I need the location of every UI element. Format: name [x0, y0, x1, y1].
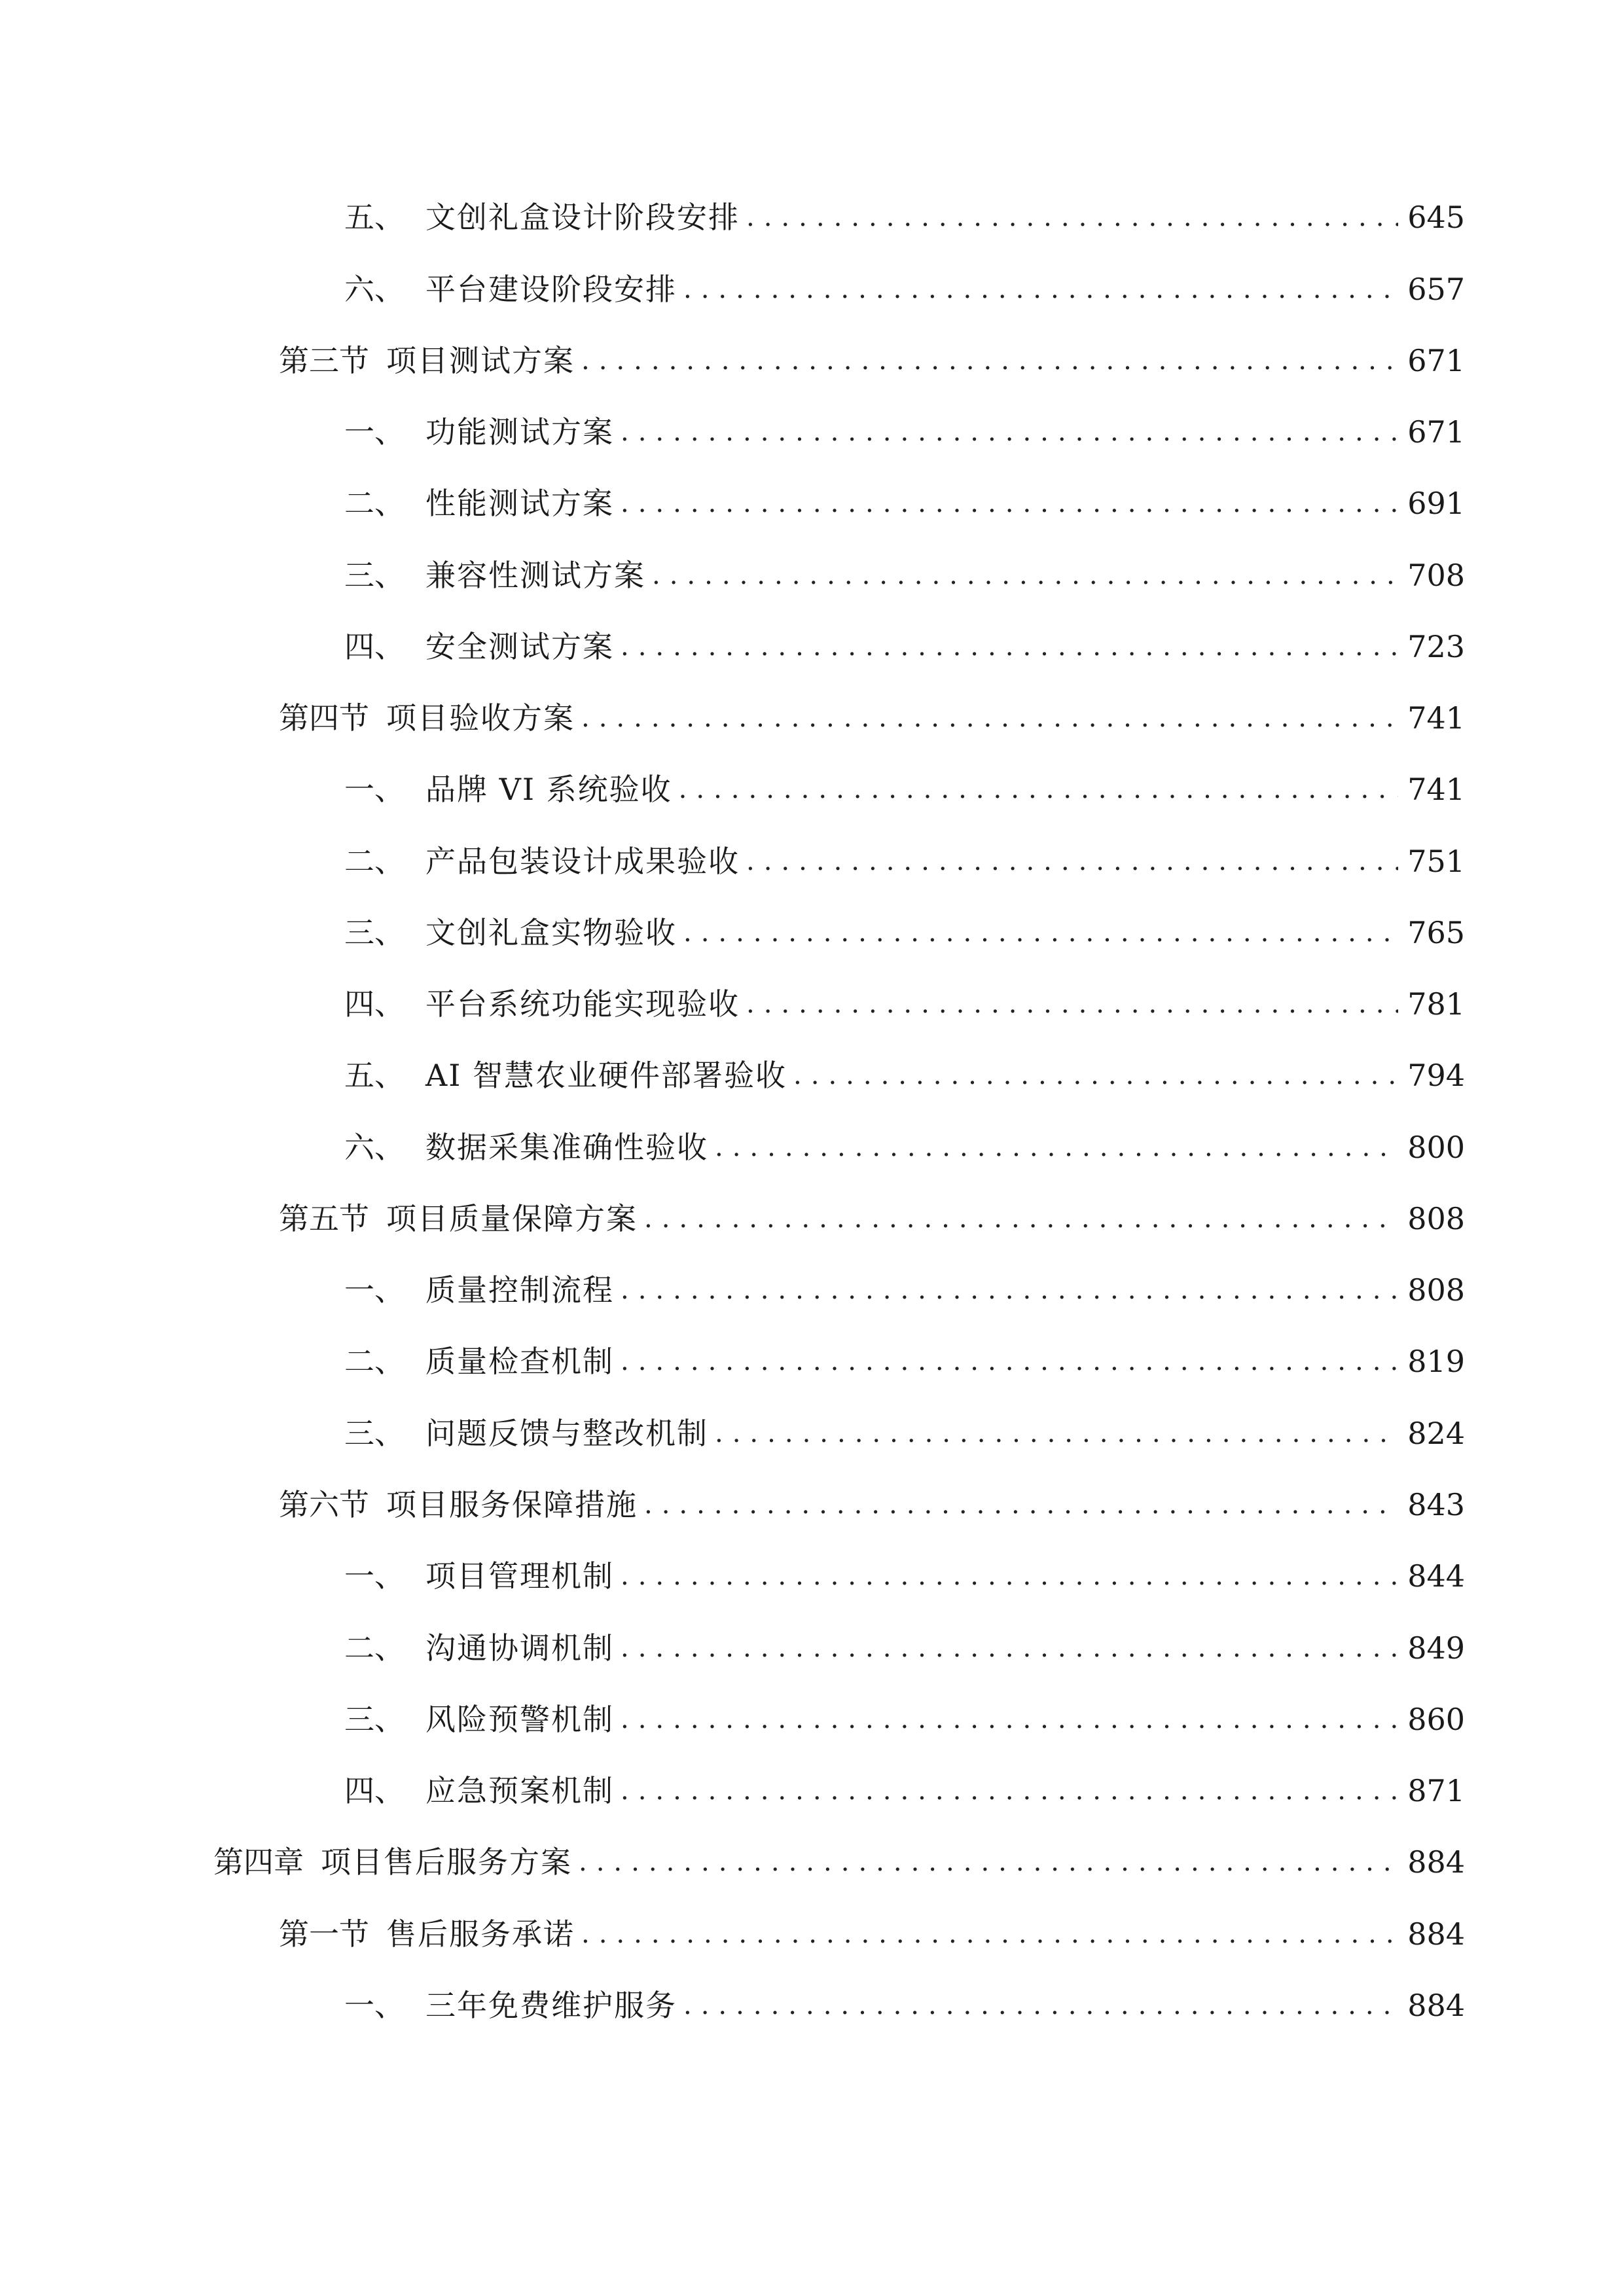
entry-page-number: 708 — [1407, 558, 1465, 593]
entry-title: 项目质量保障方案 — [386, 1201, 638, 1236]
dot-leader — [621, 477, 1398, 529]
dot-leader — [679, 763, 1399, 816]
dot-leader — [683, 263, 1398, 315]
toc-entry[interactable] — [344, 549, 1465, 601]
toc-entry[interactable] — [344, 406, 1465, 458]
dot-leader — [644, 1193, 1398, 1245]
toc-entry[interactable] — [344, 1622, 1465, 1674]
entry-number: 三、 — [344, 558, 405, 593]
entry-page-number: 808 — [1407, 1201, 1465, 1236]
dot-leader — [581, 1908, 1398, 1960]
toc-entry[interactable] — [344, 1121, 1465, 1174]
dot-leader — [621, 406, 1398, 458]
entry-title: 安全测试方案 — [425, 629, 614, 664]
entry-number: 五、 — [344, 200, 405, 235]
entry-title: 产品包装设计成果验收 — [425, 844, 740, 879]
toc-entry[interactable] — [279, 692, 1465, 744]
toc-entry[interactable] — [344, 1407, 1465, 1460]
entry-page-number: 884 — [1407, 1988, 1465, 2023]
dot-leader — [746, 835, 1398, 888]
dot-leader — [644, 1479, 1398, 1531]
entry-title: 问题反馈与整改机制 — [425, 1416, 708, 1451]
entry-title: AI 智慧农业硬件部署验收 — [425, 1058, 787, 1093]
dot-leader — [621, 1264, 1398, 1316]
dot-leader — [621, 1765, 1398, 1817]
entry-number: 第六节 — [279, 1487, 369, 1522]
dot-leader — [581, 334, 1398, 387]
entry-title: 项目售后服务方案 — [321, 1844, 572, 1880]
entry-page-number: 671 — [1407, 343, 1465, 378]
dot-leader — [621, 1693, 1398, 1746]
entry-number: 三、 — [344, 1416, 405, 1451]
toc-entry[interactable] — [344, 978, 1465, 1030]
entry-number: 三、 — [344, 1702, 405, 1737]
dot-leader — [581, 692, 1398, 744]
dot-leader — [652, 549, 1398, 601]
entry-title: 平台系统功能实现验收 — [425, 986, 740, 1022]
entry-number: 四、 — [344, 986, 405, 1022]
entry-page-number: 781 — [1407, 986, 1465, 1022]
entry-title: 功能测试方案 — [425, 414, 614, 450]
entry-number: 二、 — [344, 844, 405, 879]
toc-entry[interactable] — [344, 906, 1465, 959]
entry-page-number: 800 — [1407, 1130, 1465, 1165]
entry-title: 数据采集准确性验收 — [425, 1130, 708, 1165]
toc-entry[interactable] — [279, 334, 1465, 387]
dot-leader — [715, 1407, 1398, 1460]
dot-leader — [579, 1836, 1398, 1888]
dot-leader — [715, 1121, 1398, 1174]
entry-page-number: 824 — [1407, 1416, 1465, 1451]
toc-entry[interactable] — [344, 835, 1465, 888]
entry-page-number: 794 — [1407, 1058, 1465, 1093]
toc-entry[interactable] — [344, 1335, 1465, 1388]
dot-leader — [621, 1622, 1398, 1674]
entry-number: 第一节 — [279, 1916, 369, 1952]
entry-title: 项目管理机制 — [425, 1558, 614, 1594]
entry-number: 五、 — [344, 1058, 405, 1093]
entry-number: 一、 — [344, 772, 405, 807]
entry-title: 质量控制流程 — [425, 1272, 614, 1308]
entry-number: 一、 — [344, 1558, 405, 1594]
entry-title: 文创礼盒实物验收 — [425, 915, 677, 950]
toc-entry[interactable] — [344, 191, 1465, 243]
entry-page-number: 645 — [1407, 200, 1465, 235]
dot-leader — [621, 1550, 1398, 1602]
entry-number: 二、 — [344, 486, 405, 521]
entry-number: 一、 — [344, 1988, 405, 2023]
entry-page-number: 860 — [1407, 1702, 1465, 1737]
entry-number: 第四章 — [213, 1844, 304, 1880]
toc-entry[interactable] — [344, 763, 1465, 816]
entry-page-number: 843 — [1407, 1487, 1465, 1522]
toc-entry[interactable] — [279, 1193, 1465, 1245]
entry-title: 项目服务保障措施 — [386, 1487, 638, 1522]
entry-title: 售后服务承诺 — [386, 1916, 575, 1952]
entry-title: 项目测试方案 — [386, 343, 575, 378]
entry-number: 二、 — [344, 1630, 405, 1666]
entry-number: 一、 — [344, 1272, 405, 1308]
entry-page-number: 884 — [1407, 1916, 1465, 1952]
entry-page-number: 844 — [1407, 1558, 1465, 1594]
entry-page-number: 671 — [1407, 414, 1465, 450]
entry-number: 二、 — [344, 1344, 405, 1379]
entry-number: 第五节 — [279, 1201, 369, 1236]
entry-page-number: 723 — [1407, 629, 1465, 664]
toc-entry[interactable] — [279, 1908, 1465, 1960]
entry-page-number: 751 — [1407, 844, 1465, 879]
toc-entry[interactable] — [344, 1693, 1465, 1746]
entry-number: 第四节 — [279, 700, 369, 736]
dot-leader — [683, 906, 1398, 959]
entry-page-number: 819 — [1407, 1344, 1465, 1379]
toc-entry[interactable] — [344, 1049, 1465, 1102]
entry-number: 六、 — [344, 1130, 405, 1165]
entry-number: 四、 — [344, 629, 405, 664]
dot-leader — [793, 1049, 1398, 1102]
entry-title: 沟通协调机制 — [425, 1630, 614, 1666]
entry-title: 性能测试方案 — [425, 486, 614, 521]
entry-page-number: 808 — [1407, 1272, 1465, 1308]
entry-title: 三年免费维护服务 — [425, 1988, 677, 2023]
entry-title: 应急预案机制 — [425, 1773, 614, 1808]
entry-title: 文创礼盒设计阶段安排 — [425, 200, 740, 235]
entry-page-number: 765 — [1407, 915, 1465, 950]
entry-title: 风险预警机制 — [425, 1702, 614, 1737]
entry-page-number: 849 — [1407, 1630, 1465, 1666]
dot-leader — [621, 620, 1398, 673]
toc-entry[interactable] — [344, 477, 1465, 529]
dot-leader — [683, 1979, 1398, 2032]
toc-entry[interactable] — [344, 263, 1465, 315]
dot-leader — [621, 1335, 1398, 1388]
entry-page-number: 691 — [1407, 486, 1465, 521]
toc-entry[interactable] — [213, 1836, 1465, 1888]
entry-number: 第三节 — [279, 343, 369, 378]
dot-leader — [746, 191, 1398, 243]
toc-entry[interactable] — [344, 1765, 1465, 1817]
entry-number: 六、 — [344, 272, 405, 307]
toc-entry[interactable] — [344, 620, 1465, 673]
entry-title: 品牌 VI 系统验收 — [425, 772, 672, 807]
toc-entry[interactable] — [344, 1550, 1465, 1602]
entry-number: 四、 — [344, 1773, 405, 1808]
toc-entry[interactable] — [344, 1264, 1465, 1316]
entry-title: 质量检查机制 — [425, 1344, 614, 1379]
entry-title: 项目验收方案 — [386, 700, 575, 736]
entry-number: 一、 — [344, 414, 405, 450]
entry-page-number: 884 — [1407, 1844, 1465, 1880]
toc-entry[interactable] — [279, 1479, 1465, 1531]
entry-title: 平台建设阶段安排 — [425, 272, 677, 307]
entry-page-number: 741 — [1407, 772, 1465, 807]
entry-title: 兼容性测试方案 — [425, 558, 645, 593]
dot-leader — [746, 978, 1398, 1030]
toc-entry[interactable] — [344, 1979, 1465, 2032]
entry-page-number: 741 — [1407, 700, 1465, 736]
entry-page-number: 871 — [1407, 1773, 1465, 1808]
entry-page-number: 657 — [1407, 272, 1465, 307]
entry-number: 三、 — [344, 915, 405, 950]
